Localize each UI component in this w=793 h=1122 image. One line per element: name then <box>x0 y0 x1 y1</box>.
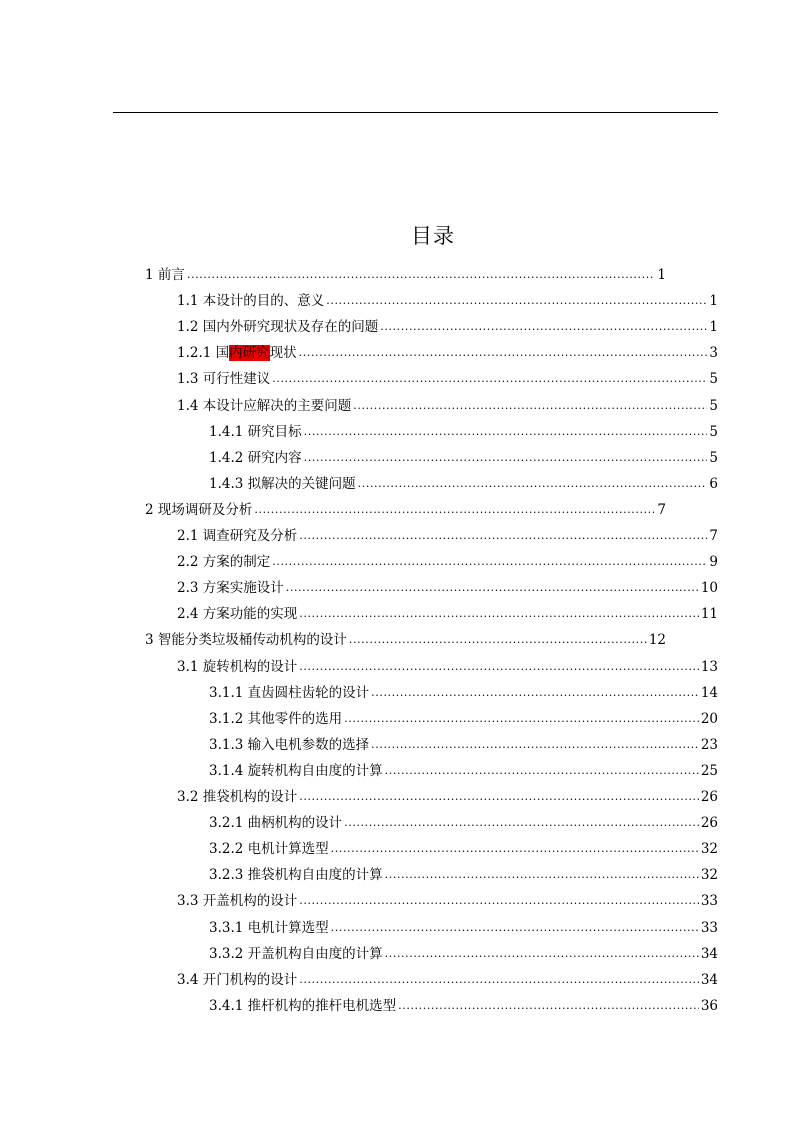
toc-entry-label <box>177 528 297 544</box>
toc-page-number: 32 <box>700 867 718 884</box>
dot-leader <box>385 867 699 883</box>
toc-page-number: 14 <box>700 684 718 701</box>
toc-entry[interactable] <box>145 257 666 283</box>
toc-page-number: 11 <box>700 606 718 623</box>
dot-leader <box>272 554 707 570</box>
toc-entry[interactable] <box>209 414 718 440</box>
dot-leader <box>304 424 708 440</box>
toc-entry[interactable] <box>177 361 718 387</box>
toc-entry-text: 3.1.4 旋转机构自由度的计算 <box>209 762 383 779</box>
toc-entry-label <box>209 815 342 831</box>
dot-leader <box>299 789 699 805</box>
toc-page-number: 3 <box>709 345 718 362</box>
toc-entry-text: 3 智能分类垃圾桶传动机构的设计 <box>145 632 347 649</box>
toc-entry-label <box>177 606 297 622</box>
toc-entry[interactable] <box>177 570 718 596</box>
dot-leader <box>299 606 699 622</box>
toc-entry-label <box>177 580 284 596</box>
toc-entry[interactable] <box>209 910 718 936</box>
toc-entry-label <box>177 398 351 414</box>
dot-leader <box>299 972 699 988</box>
toc-entry-label <box>177 293 324 309</box>
dot-leader <box>331 920 699 936</box>
toc-entry-text: 1.3 可行性建议 <box>177 371 271 388</box>
toc-page-number: 33 <box>700 919 718 936</box>
toc-entry-label <box>177 893 297 909</box>
dot-leader <box>299 659 699 675</box>
toc-page-number: 26 <box>700 789 718 805</box>
toc-entry-label <box>209 685 369 701</box>
toc-entry-label <box>209 998 396 1014</box>
toc-entry-label <box>177 371 270 387</box>
toc-entry[interactable] <box>177 544 718 570</box>
toc-entry-text: 3.2.2 电机计算选型 <box>209 841 329 858</box>
toc-entry-text: 1.4 本设计应解决的主要问题 <box>177 397 352 414</box>
toc-entry-label <box>209 841 329 857</box>
toc-entry-label <box>177 659 297 675</box>
toc-entry-label <box>209 867 383 883</box>
dot-leader <box>380 319 707 335</box>
toc-page-number: 23 <box>700 736 718 753</box>
toc-entry[interactable] <box>209 831 718 857</box>
toc-page-number: 5 <box>709 397 718 414</box>
toc-page-number: 12 <box>648 632 666 649</box>
toc-page-number: 36 <box>700 997 718 1014</box>
toc-entry-label <box>209 763 383 779</box>
toc-entry-label <box>209 737 369 753</box>
toc-entry[interactable] <box>209 466 718 492</box>
toc-entry-label <box>177 554 270 570</box>
toc-page-number: 5 <box>709 423 718 440</box>
dot-leader <box>398 998 699 1014</box>
toc-entry-label <box>145 632 347 648</box>
toc-entry[interactable] <box>209 701 718 727</box>
toc-page-number: 1 <box>657 267 666 283</box>
toc-entry[interactable] <box>177 518 718 544</box>
dot-leader <box>299 528 707 544</box>
dot-leader <box>353 398 707 414</box>
dot-leader <box>304 450 708 466</box>
toc-entry-text: 3.4 开门机构的设计 <box>177 971 298 988</box>
toc-page-number: 25 <box>700 762 718 779</box>
toc-entry[interactable] <box>177 596 718 622</box>
toc-entry-text-suffix: 现状 <box>269 345 297 362</box>
dot-leader <box>371 685 699 701</box>
toc-entry[interactable] <box>145 492 666 518</box>
toc-entry-text: 2.4 方案功能的实现 <box>177 606 298 623</box>
dot-leader <box>286 580 699 596</box>
toc-entry[interactable] <box>177 283 718 309</box>
dot-leader <box>385 763 699 779</box>
toc-entry-text: 3.4.1 推杆机构的推杆电机选型 <box>209 997 397 1014</box>
toc-entry-text: 3.1.2 其他零件的选用 <box>209 710 343 727</box>
toc-entry-label <box>145 267 185 283</box>
toc-entry-text: 3.2.3 推袋机构自由度的计算 <box>209 867 383 884</box>
dot-leader <box>344 815 699 831</box>
dot-leader <box>187 267 656 283</box>
toc-entry-text: 1.4.3 拟解决的关键问题 <box>209 475 356 492</box>
dot-leader <box>254 502 655 518</box>
toc-entry[interactable] <box>177 649 718 675</box>
toc-entry-label <box>209 476 356 492</box>
toc-entry[interactable] <box>177 309 718 335</box>
toc-entry[interactable] <box>177 962 718 988</box>
toc-page-number: 5 <box>709 449 718 466</box>
toc-title: 目录 <box>411 224 455 248</box>
dot-leader <box>349 632 647 648</box>
dot-leader <box>385 946 699 962</box>
dot-leader <box>358 476 708 492</box>
dot-leader <box>326 293 707 309</box>
dot-leader <box>272 371 707 387</box>
highlighted-text: 内研究 <box>229 345 270 362</box>
toc-entry-label <box>177 319 378 335</box>
toc-entry[interactable] <box>209 440 718 466</box>
toc-entry[interactable] <box>209 753 718 779</box>
toc-page-number: 10 <box>700 580 718 597</box>
toc-entry-label <box>209 920 329 936</box>
toc-entry-label <box>145 502 252 518</box>
toc-entry-text: 3.1.1 直齿圆柱齿轮的设计 <box>209 684 370 701</box>
toc-entry-text: 1.2.1 国 <box>177 345 230 362</box>
dot-leader <box>299 893 699 909</box>
toc-entry-text: 2.2 方案的制定 <box>177 554 271 571</box>
toc-entry[interactable] <box>209 727 718 753</box>
dot-leader <box>299 345 708 361</box>
toc-entry-text: 2 现场调研及分析 <box>145 501 253 518</box>
toc-entry[interactable] <box>145 622 666 648</box>
toc-page-number: 13 <box>700 658 718 675</box>
toc-page-number: 6 <box>709 475 718 492</box>
toc-page-number: 7 <box>657 501 666 518</box>
toc-page-number: 33 <box>700 893 718 910</box>
toc-entry-text: 3.2.1 曲柄机构的设计 <box>209 815 343 832</box>
toc-entry[interactable] <box>177 335 718 361</box>
toc-entry-text: 3.1.3 输入电机参数的选择 <box>209 736 370 753</box>
toc-entry[interactable] <box>209 675 718 701</box>
toc-entry-text: 1 前言 <box>145 267 185 283</box>
toc-entry-text: 1.4.2 研究内容 <box>209 449 302 466</box>
toc-page-number: 1 <box>709 319 718 336</box>
toc-entry[interactable] <box>177 779 718 805</box>
toc-entry[interactable] <box>209 857 718 883</box>
toc-page-number: 1 <box>709 293 718 310</box>
toc-entry-text: 1.1 本设计的目的、意义 <box>177 293 325 310</box>
toc-page-number: 5 <box>709 371 718 388</box>
toc-entry-text: 3.2 推袋机构的设计 <box>177 789 298 805</box>
toc-page-number: 34 <box>700 945 718 962</box>
toc-entry[interactable] <box>209 805 718 831</box>
toc-page-number: 26 <box>700 815 718 832</box>
toc-page-number: 32 <box>700 841 718 858</box>
toc-entry-label <box>209 424 302 440</box>
toc-entry-text: 2.1 调查研究及分析 <box>177 528 298 544</box>
dot-leader <box>331 841 699 857</box>
toc-entry-text: 3.3.2 开盖机构自由度的计算 <box>209 945 383 962</box>
toc-entry-label <box>209 711 342 727</box>
toc-entry[interactable] <box>209 936 718 962</box>
dot-leader <box>344 711 699 727</box>
toc-page-number: 9 <box>709 554 718 571</box>
toc-entry[interactable] <box>177 883 718 909</box>
header-rule <box>113 112 718 113</box>
toc-entry-label <box>209 946 383 962</box>
toc-page-number: 7 <box>709 528 718 544</box>
toc-entry[interactable] <box>209 988 718 1014</box>
toc-entry-text: 1.2 国内外研究现状及存在的问题 <box>177 319 379 336</box>
toc-entry-text: 2.3 方案实施设计 <box>177 580 284 597</box>
toc-entry-text: 1.4.1 研究目标 <box>209 423 302 440</box>
toc-entry-text: 3.3 开盖机构的设计 <box>177 893 298 910</box>
toc-entry-label <box>177 972 297 988</box>
toc-page-number: 34 <box>700 971 718 988</box>
toc-entry-text: 3.3.1 电机计算选型 <box>209 919 329 936</box>
toc-entry-label <box>177 789 297 805</box>
toc-entry-text: 3.1 旋转机构的设计 <box>177 658 298 675</box>
toc-entry[interactable] <box>177 388 718 414</box>
toc-entry-label <box>209 450 302 466</box>
dot-leader <box>371 737 699 753</box>
toc-page-number: 20 <box>700 710 718 727</box>
toc-entry-label <box>177 345 297 361</box>
